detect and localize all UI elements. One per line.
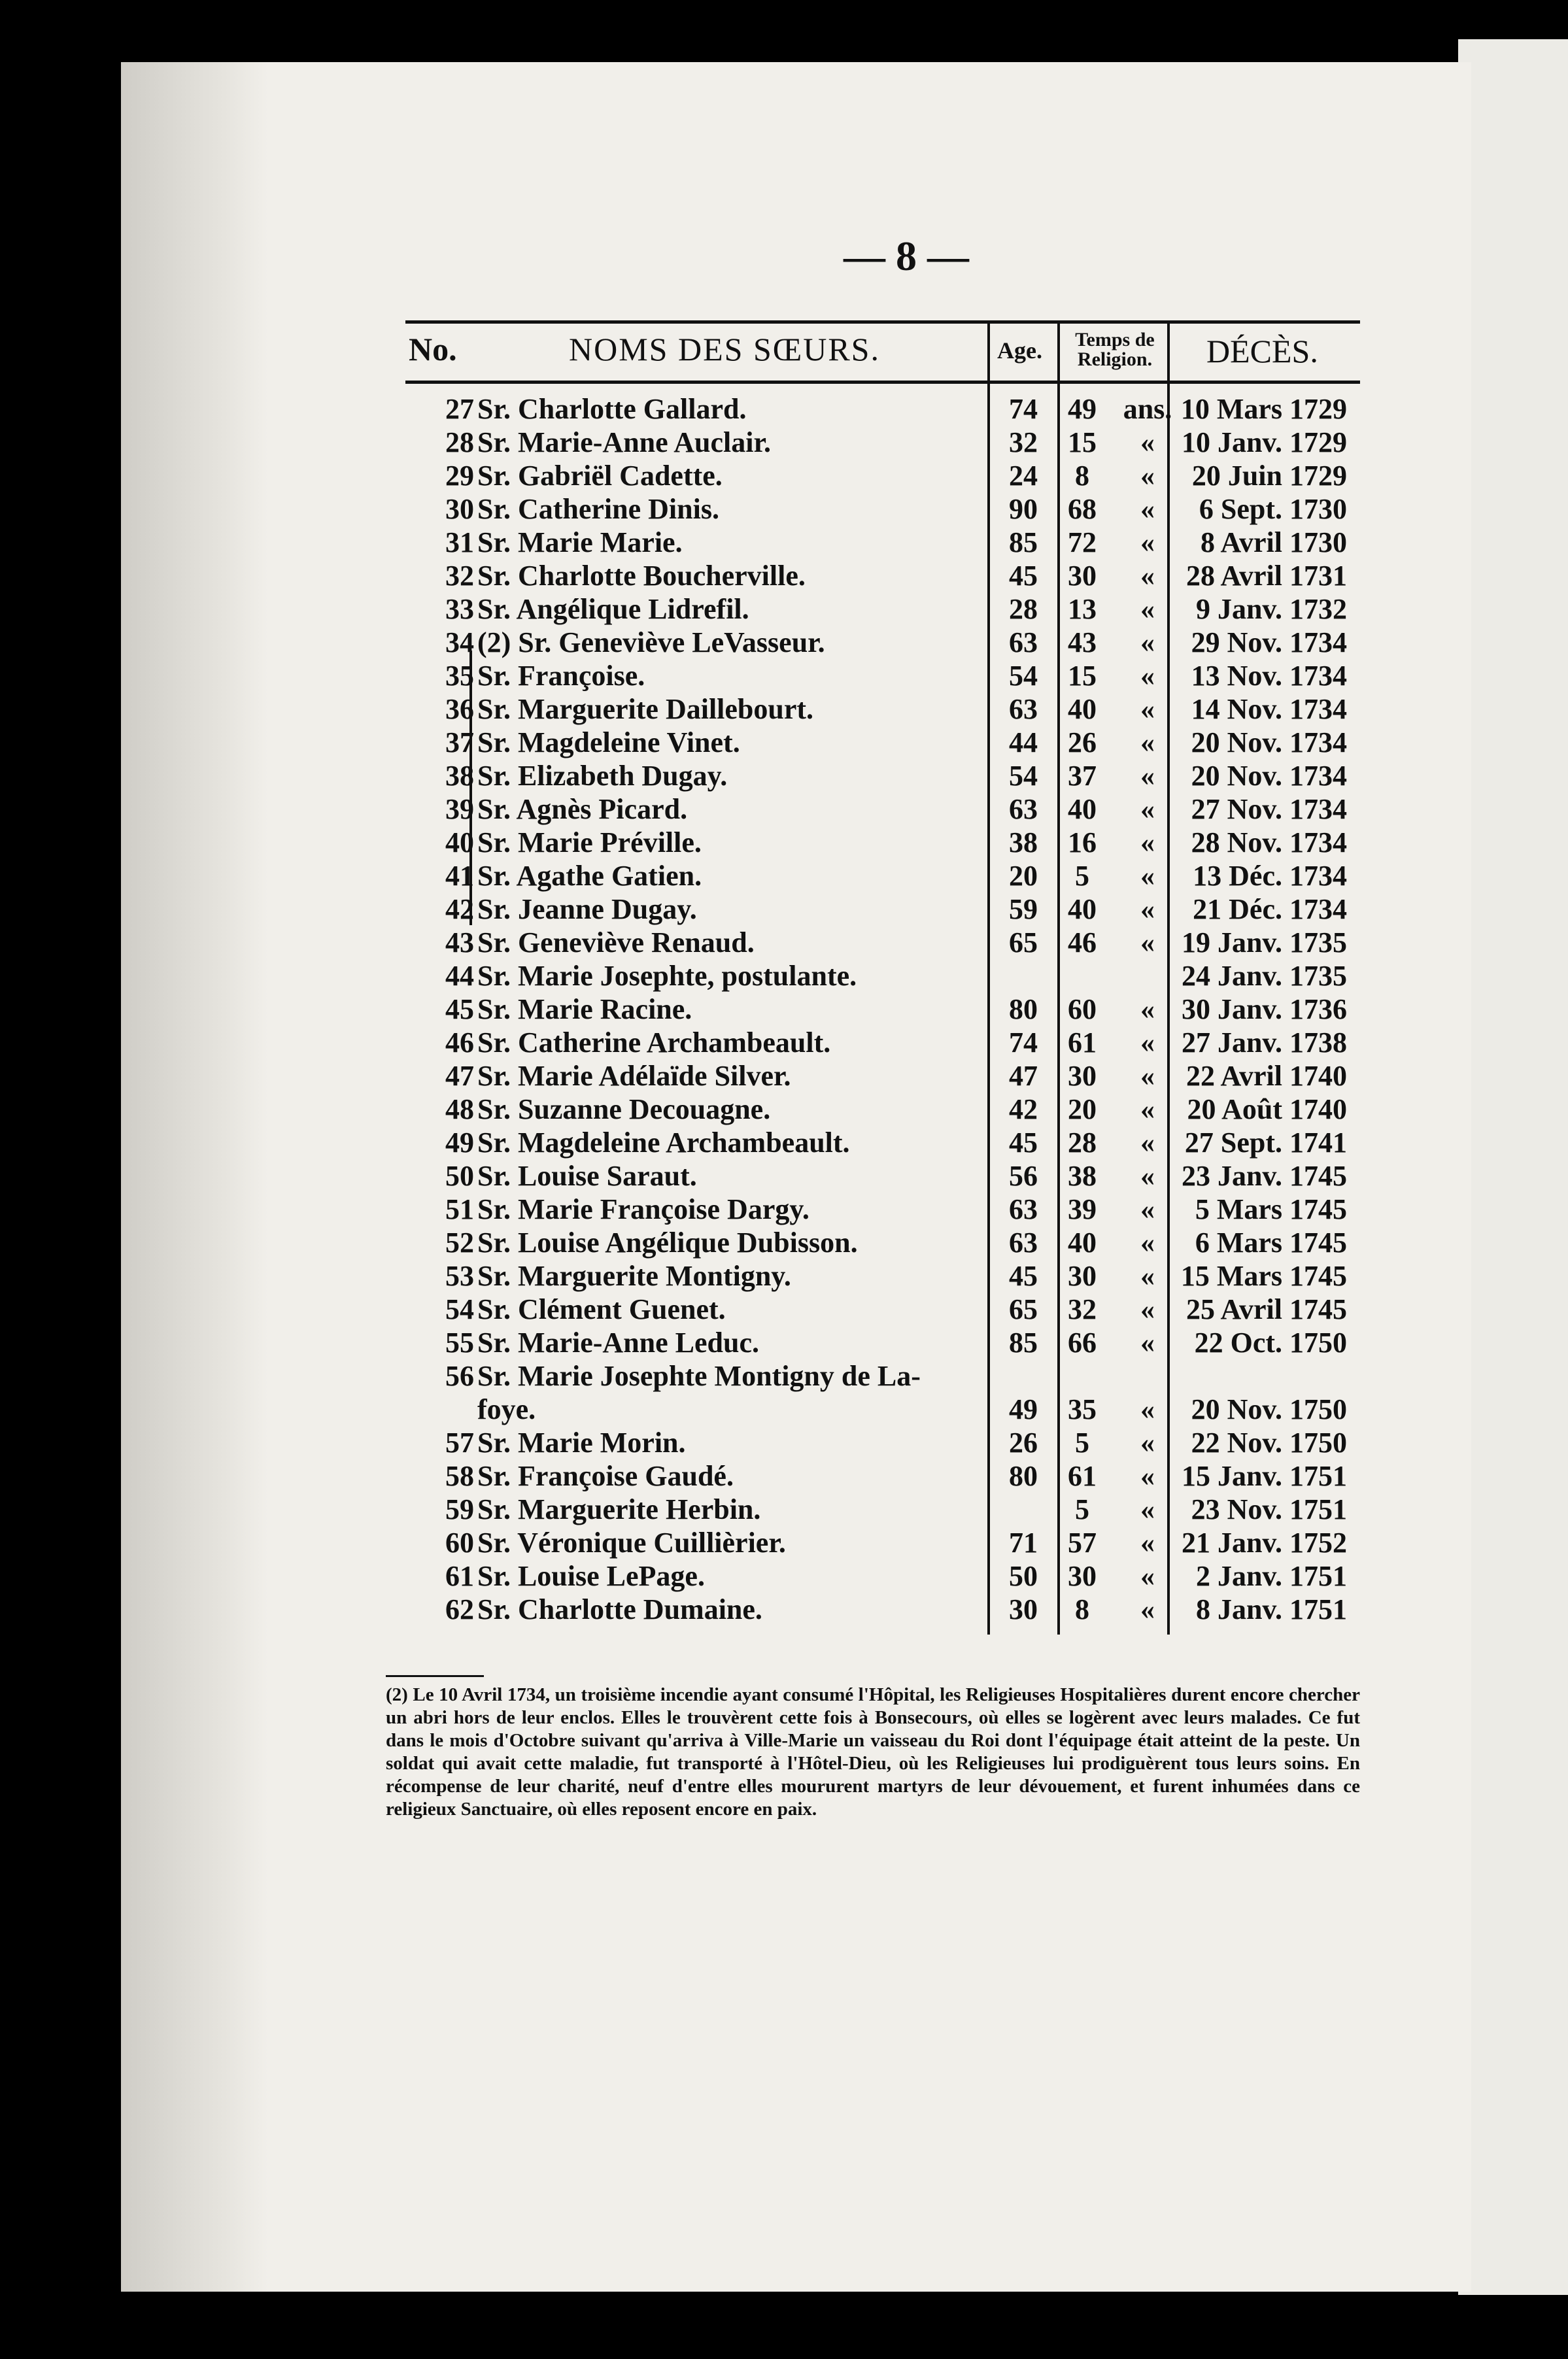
age-cell: 45 (1009, 560, 1038, 592)
unit-cell: « (1140, 1427, 1155, 1459)
sister-name: Sr. Clément Guenet. (477, 1293, 726, 1325)
age-cell: 71 (1009, 1527, 1038, 1559)
unit-cell: « (1140, 760, 1155, 792)
religion-years-cell: 40 (1068, 893, 1097, 925)
header-age: Age. (997, 337, 1042, 364)
row-number: 31 (445, 526, 474, 558)
death-date: 20 Juin 1729 (1191, 460, 1347, 492)
death-date: 20 Août 1740 (1187, 1093, 1347, 1125)
unit-cell: « (1140, 526, 1155, 558)
sister-name: Sr. Charlotte Gallard. (477, 393, 747, 425)
unit-cell: « (1140, 893, 1155, 925)
table-row (405, 1026, 1360, 1059)
death-date: 29 Nov. 1734 (1191, 626, 1347, 658)
sister-name: Sr. Marie Josephte Montigny de La- (477, 1360, 921, 1392)
death-date: 27 Sept. 1741 (1184, 1127, 1347, 1159)
unit-cell: « (1140, 993, 1155, 1025)
death-date: 28 Avril 1731 (1185, 560, 1347, 592)
age-cell: 20 (1009, 860, 1038, 892)
age-cell: 30 (1009, 1593, 1038, 1625)
unit-cell: « (1140, 1060, 1155, 1092)
unit-cell: « (1140, 660, 1155, 692)
sister-name: Sr. Véronique Cuillièrier. (477, 1527, 786, 1559)
header-religion: Temps de Religion. (1075, 329, 1155, 370)
sister-name: Sr. Suzanne Decouagne. (477, 1093, 771, 1125)
table-row (405, 1159, 1360, 1193)
sister-name: Sr. Marie Préville. (477, 826, 702, 858)
row-number: 32 (445, 560, 474, 592)
unit-cell: « (1140, 426, 1155, 458)
row-number: 35 (445, 660, 474, 692)
unit-cell: « (1140, 1560, 1155, 1592)
age-cell: 28 (1009, 593, 1038, 625)
religion-years-cell: 30 (1068, 1060, 1097, 1092)
death-date: 6 Mars 1745 (1195, 1227, 1347, 1259)
table-row (405, 859, 1360, 892)
unit-cell: « (1140, 926, 1155, 959)
footnote: (2) Le 10 Avril 1734, un troisième incendie ayant consumé l'Hôpital, les Religieuses Hospitalières durent encore chercher un abri hors de leur enclos. Elles le trouvèrent cette fois à Bonsecours, où elles se logèrent avec leurs malades. Ce fut dans le mois d'Octobre suivant qu'arriva à Ville-Marie un vaisseau du Roi dont l'équipage était atteint de la peste. Un soldat qui avait cette maladie, fut transporté à l'Hôtel-Dieu, où les Religieuses lui prodiguèrent tous leurs soins. En récompense de leur charité, neuf d'entre elles moururent martyrs de leur dévouement, et furent inhumées dans ce religieux Sanctuaire, où elles reposent encore en paix. (386, 1684, 1360, 1820)
unit-cell: « (1140, 560, 1155, 592)
table-row (405, 826, 1360, 859)
row-number: 30 (445, 493, 474, 525)
row-number: 57 (445, 1427, 474, 1459)
row-number: 28 (445, 426, 474, 458)
religion-years-cell: 38 (1068, 1160, 1097, 1192)
sister-name: Sr. Charlotte Boucherville. (477, 560, 806, 592)
sister-name: Sr. Angélique Lidrefil. (477, 593, 749, 625)
unit-cell: « (1140, 1393, 1155, 1425)
row-number: 39 (445, 793, 474, 825)
religion-years-cell: 61 (1068, 1027, 1097, 1059)
death-date: 2 Janv. 1751 (1195, 1560, 1347, 1592)
sister-name: Sr. Marie-Anne Auclair. (477, 426, 771, 458)
death-date: 13 Nov. 1734 (1191, 660, 1347, 692)
table-row (405, 392, 1360, 426)
death-date: 22 Avril 1740 (1185, 1060, 1347, 1092)
death-date: 10 Janv. 1729 (1181, 426, 1347, 458)
table-row (405, 993, 1360, 1026)
table-row (405, 1526, 1360, 1559)
religion-years-cell: 39 (1068, 1193, 1097, 1225)
death-date: 20 Nov. 1734 (1191, 726, 1347, 758)
age-cell: 32 (1009, 426, 1038, 458)
age-cell: 63 (1009, 793, 1038, 825)
header-no: No. (409, 331, 457, 367)
unit-cell: « (1140, 1227, 1155, 1259)
sister-name: Sr. Magdeleine Archambeault. (477, 1127, 850, 1159)
unit-cell: « (1140, 1027, 1155, 1059)
sister-name: Sr. Marguerite Daillebourt. (477, 693, 814, 725)
religion-years-cell: 28 (1068, 1127, 1097, 1159)
row-number: 50 (445, 1160, 474, 1192)
header-top-rule (405, 320, 1360, 324)
death-date: 23 Nov. 1751 (1191, 1493, 1347, 1525)
unit-cell: « (1140, 1460, 1155, 1492)
age-cell: 85 (1009, 1327, 1038, 1359)
row-number: 45 (445, 993, 474, 1025)
unit-cell: « (1140, 1327, 1155, 1359)
religion-years-cell: 40 (1068, 793, 1097, 825)
row-number: 33 (445, 593, 474, 625)
religion-years-cell: 37 (1068, 760, 1097, 792)
age-cell: 90 (1009, 493, 1038, 525)
age-cell: 42 (1009, 1093, 1038, 1125)
unit-cell: « (1140, 826, 1155, 858)
religion-years-cell: 13 (1068, 593, 1097, 625)
sister-name: Sr. Elizabeth Dugay. (477, 760, 728, 792)
religion-years-cell: 30 (1068, 1260, 1097, 1292)
age-cell: 45 (1009, 1127, 1038, 1159)
header-names: NOMS DES SŒURS. (569, 331, 880, 367)
table-row (405, 1093, 1360, 1126)
religion-years-cell: 5 (1075, 1493, 1089, 1525)
unit-cell: « (1140, 693, 1155, 725)
age-cell: 56 (1009, 1160, 1038, 1192)
age-cell: 50 (1009, 1560, 1038, 1592)
unit-cell: « (1140, 1593, 1155, 1625)
table-row (405, 1059, 1360, 1093)
table-row (405, 1593, 1360, 1626)
death-date: 25 Avril 1745 (1185, 1293, 1347, 1325)
row-number: 47 (445, 1060, 474, 1092)
table-row (405, 1393, 1360, 1426)
table-row (405, 1426, 1360, 1459)
sister-name: Sr. Geneviève Renaud. (477, 926, 755, 959)
unit-cell: « (1140, 793, 1155, 825)
sister-name: Sr. Marguerite Herbin. (477, 1493, 761, 1525)
sister-name: Sr. Marie Adélaïde Silver. (477, 1060, 791, 1092)
age-cell: 26 (1009, 1427, 1038, 1459)
religion-years-cell: 15 (1068, 426, 1097, 458)
row-number: 55 (445, 1327, 474, 1359)
death-date: 22 Nov. 1750 (1191, 1427, 1347, 1459)
sister-name: Sr. Charlotte Dumaine. (477, 1593, 762, 1625)
religion-years-cell: 35 (1068, 1393, 1097, 1425)
row-number: 41 (445, 860, 474, 892)
row-number: 56 (445, 1360, 474, 1392)
death-date: 5 Mars 1745 (1195, 1193, 1347, 1225)
row-number: 44 (445, 960, 474, 992)
sister-name: Sr. Marie Françoise Dargy. (477, 1193, 810, 1225)
table-row (405, 526, 1360, 559)
religion-years-cell: 57 (1068, 1527, 1097, 1559)
age-cell: 44 (1009, 726, 1038, 758)
sister-name: Sr. Agathe Gatien. (477, 860, 702, 892)
religion-years-cell: 72 (1068, 526, 1097, 558)
sister-name: Sr. Marie Morin. (477, 1427, 686, 1459)
sister-name: Sr. Marguerite Montigny. (477, 1260, 791, 1292)
age-cell: 80 (1009, 993, 1038, 1025)
sister-name: Sr. Marie Racine. (477, 993, 692, 1025)
unit-cell: « (1140, 1293, 1155, 1325)
footnote-rule (386, 1675, 484, 1677)
religion-years-cell: 26 (1068, 726, 1097, 758)
table-row (405, 626, 1360, 659)
row-number: 38 (445, 760, 474, 792)
religion-years-cell: 66 (1068, 1327, 1097, 1359)
table-row (405, 659, 1360, 692)
religion-years-cell: 43 (1068, 626, 1097, 658)
table-row (405, 1326, 1360, 1359)
page-binding-shadow (121, 62, 268, 2292)
table-row (405, 1226, 1360, 1259)
sister-name: Sr. Françoise. (477, 660, 645, 692)
sister-name: Sr. Marie-Anne Leduc. (477, 1327, 760, 1359)
sister-name: Sr. Catherine Dinis. (477, 493, 719, 525)
death-date: 24 Janv. 1735 (1181, 960, 1347, 992)
table-row (405, 1359, 1360, 1393)
age-cell: 63 (1009, 1193, 1038, 1225)
religion-years-cell: 8 (1075, 460, 1089, 492)
sister-name: Sr. Marie Josephte, postulante. (477, 960, 857, 992)
table-row (405, 1126, 1360, 1159)
table-row (405, 1259, 1360, 1293)
sister-name: Sr. Louise Saraut. (477, 1160, 697, 1192)
table-row (405, 1193, 1360, 1226)
religion-years-cell: 46 (1068, 926, 1097, 959)
death-date: 8 Avril 1730 (1200, 526, 1347, 558)
header-bottom-rule (405, 381, 1360, 384)
sister-name: foye. (477, 1393, 536, 1425)
sister-name: (2) Sr. Geneviève LeVasseur. (477, 626, 825, 658)
row-number: 46 (445, 1027, 474, 1059)
death-date: 19 Janv. 1735 (1181, 926, 1347, 959)
age-cell: 74 (1009, 393, 1038, 425)
sister-name: Sr. Gabriël Cadette. (477, 460, 723, 492)
age-cell: 74 (1009, 1027, 1038, 1059)
death-date: 6 Sept. 1730 (1199, 493, 1347, 525)
religion-years-cell: 32 (1068, 1293, 1097, 1325)
death-date: 20 Nov. 1734 (1191, 760, 1347, 792)
age-cell: 47 (1009, 1060, 1038, 1092)
age-cell: 63 (1009, 626, 1038, 658)
sister-name: Sr. Louise Angélique Dubisson. (477, 1227, 858, 1259)
row-number: 42 (445, 893, 474, 925)
sister-name: Sr. Françoise Gaudé. (477, 1460, 734, 1492)
death-date: 20 Nov. 1750 (1191, 1393, 1347, 1425)
table-row (405, 1493, 1360, 1526)
age-cell: 54 (1009, 760, 1038, 792)
row-number: 62 (445, 1593, 474, 1625)
unit-cell: « (1140, 860, 1155, 892)
age-cell: 54 (1009, 660, 1038, 692)
age-cell: 63 (1009, 693, 1038, 725)
unit-cell: « (1140, 460, 1155, 492)
age-cell: 24 (1009, 460, 1038, 492)
death-date: 9 Janv. 1732 (1195, 593, 1347, 625)
row-number: 61 (445, 1560, 474, 1592)
table-row (405, 426, 1360, 459)
religion-years-cell: 40 (1068, 693, 1097, 725)
table-row (405, 792, 1360, 826)
header-deces: DÉCÈS. (1206, 333, 1318, 369)
table-row (405, 1459, 1360, 1493)
unit-cell: « (1140, 1260, 1155, 1292)
page-number: — 8 — (844, 233, 969, 279)
table-row (405, 926, 1360, 959)
row-number: 51 (445, 1193, 474, 1225)
row-number: 49 (445, 1127, 474, 1159)
unit-cell: « (1140, 1493, 1155, 1525)
row-number: 52 (445, 1227, 474, 1259)
row-number: 36 (445, 693, 474, 725)
age-cell: 80 (1009, 1460, 1038, 1492)
unit-cell: « (1140, 726, 1155, 758)
row-number: 58 (445, 1460, 474, 1492)
row-number: 48 (445, 1093, 474, 1125)
death-date: 14 Nov. 1734 (1191, 693, 1347, 725)
table-row (405, 726, 1360, 759)
death-date: 28 Nov. 1734 (1191, 826, 1347, 858)
register-table (405, 392, 1360, 1626)
death-date: 27 Janv. 1738 (1181, 1027, 1347, 1059)
death-date: 13 Déc. 1734 (1193, 860, 1347, 892)
age-cell: 49 (1009, 1393, 1038, 1425)
religion-years-cell: 49 (1068, 393, 1097, 425)
death-date: 30 Janv. 1736 (1181, 993, 1347, 1025)
death-date: 15 Mars 1745 (1180, 1260, 1347, 1292)
sister-name: Sr. Marie Marie. (477, 526, 683, 558)
religion-years-cell: 15 (1068, 660, 1097, 692)
unit-cell: « (1140, 626, 1155, 658)
row-number: 34 (445, 626, 474, 658)
sister-name: Sr. Louise LePage. (477, 1560, 705, 1592)
row-number: 29 (445, 460, 474, 492)
unit-cell: « (1140, 1093, 1155, 1125)
death-date: 23 Janv. 1745 (1181, 1160, 1347, 1192)
religion-years-cell: 30 (1068, 1560, 1097, 1592)
row-number: 43 (445, 926, 474, 959)
row-number: 53 (445, 1260, 474, 1292)
religion-years-cell: 8 (1075, 1593, 1089, 1625)
row-number: 40 (445, 826, 474, 858)
unit-cell: « (1140, 593, 1155, 625)
unit-cell: ans. (1123, 393, 1172, 425)
age-cell: 59 (1009, 893, 1038, 925)
sister-name: Sr. Catherine Archambeault. (477, 1027, 831, 1059)
religion-years-cell: 5 (1075, 1427, 1089, 1459)
age-cell: 63 (1009, 1227, 1038, 1259)
table-row (405, 592, 1360, 626)
row-number: 59 (445, 1493, 474, 1525)
age-cell: 65 (1009, 926, 1038, 959)
table-row (405, 459, 1360, 492)
table-row (405, 492, 1360, 526)
table-row (405, 759, 1360, 792)
row-number: 54 (445, 1293, 474, 1325)
death-date: 15 Janv. 1751 (1181, 1460, 1347, 1492)
age-cell: 85 (1009, 526, 1038, 558)
table-row (405, 892, 1360, 926)
unit-cell: « (1140, 493, 1155, 525)
unit-cell: « (1140, 1127, 1155, 1159)
row-number: 60 (445, 1527, 474, 1559)
religion-years-cell: 16 (1068, 826, 1097, 858)
religion-years-cell: 68 (1068, 493, 1097, 525)
age-cell: 38 (1009, 826, 1038, 858)
age-cell: 65 (1009, 1293, 1038, 1325)
religion-years-cell: 5 (1075, 860, 1089, 892)
sister-name: Sr. Jeanne Dugay. (477, 893, 697, 925)
death-date: 21 Déc. 1734 (1193, 893, 1347, 925)
death-date: 8 Janv. 1751 (1195, 1593, 1347, 1625)
unit-cell: « (1140, 1160, 1155, 1192)
age-cell: 45 (1009, 1260, 1038, 1292)
sister-name: Sr. Agnès Picard. (477, 793, 688, 825)
religion-years-cell: 60 (1068, 993, 1097, 1025)
unit-cell: « (1140, 1527, 1155, 1559)
religion-years-cell: 61 (1068, 1460, 1097, 1492)
row-number: 37 (445, 726, 474, 758)
table-row (405, 959, 1360, 993)
death-date: 21 Janv. 1752 (1181, 1527, 1347, 1559)
death-date: 22 Oct. 1750 (1194, 1327, 1347, 1359)
death-date: 27 Nov. 1734 (1191, 793, 1347, 825)
religion-years-cell: 40 (1068, 1227, 1097, 1259)
table-row (405, 692, 1360, 726)
row-number: 27 (445, 393, 474, 425)
religion-years-cell: 20 (1068, 1093, 1097, 1125)
religion-years-cell: 30 (1068, 560, 1097, 592)
sister-name: Sr. Magdeleine Vinet. (477, 726, 740, 758)
facing-page-edge (1458, 39, 1568, 2295)
table-row (405, 1559, 1360, 1593)
death-date: 10 Mars 1729 (1180, 393, 1347, 425)
unit-cell: « (1140, 1193, 1155, 1225)
table-row (405, 559, 1360, 592)
table-row (405, 1293, 1360, 1326)
